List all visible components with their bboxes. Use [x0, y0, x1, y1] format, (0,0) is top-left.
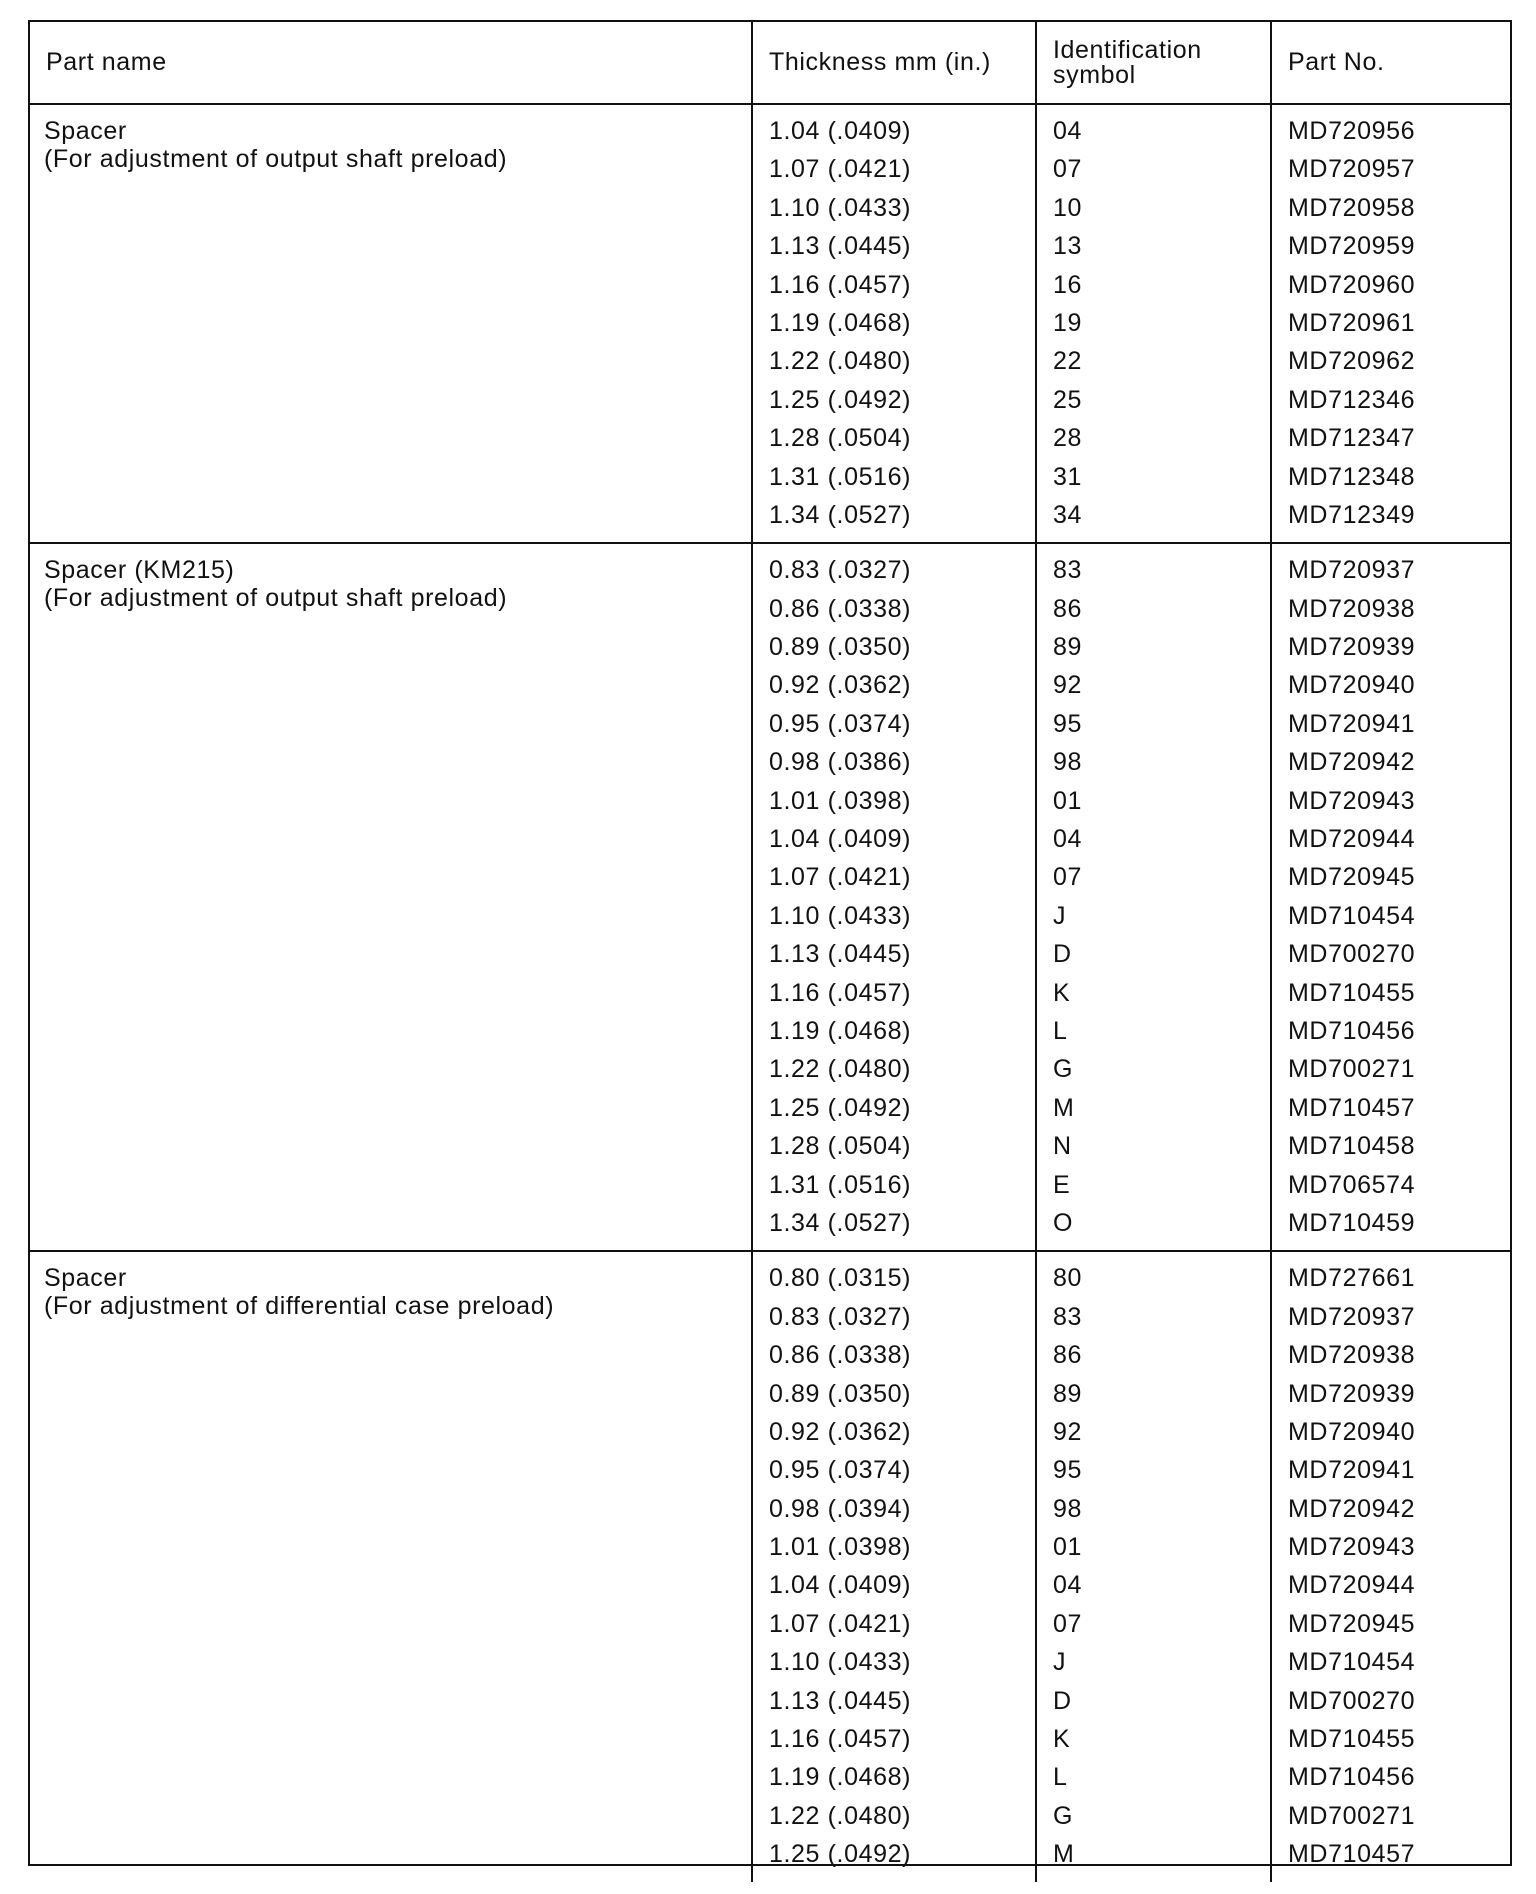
thickness-value: 1.25 (.0492): [769, 385, 912, 414]
identification-symbol-value: L: [1053, 1763, 1068, 1792]
thickness-value: 1.19 (.0468): [769, 1763, 912, 1792]
thickness-value: 1.31 (.0516): [769, 462, 912, 491]
identification-symbol-value: 07: [1053, 863, 1083, 892]
part-name: Spacer: [44, 1264, 127, 1293]
thickness-value: 0.86 (.0338): [769, 594, 912, 623]
part-number-value: MD710456: [1288, 1763, 1416, 1792]
thickness-value: 1.04 (.0409): [769, 117, 912, 145]
part-number-value: MD710454: [1288, 901, 1416, 930]
thickness-value: 0.89 (.0350): [769, 633, 912, 662]
part-number-value: MD710457: [1288, 1093, 1416, 1122]
thickness-value: 1.10 (.0433): [769, 1648, 912, 1677]
thickness-value: 0.89 (.0350): [769, 1379, 912, 1408]
part-no-cell: [1271, 104, 1510, 543]
part-no-cell: [1271, 1251, 1510, 1881]
thickness-value: 0.92 (.0362): [769, 671, 912, 700]
thickness-value: 1.28 (.0504): [769, 424, 912, 453]
part-number-value: MD720945: [1288, 1609, 1416, 1638]
thickness-value: 0.83 (.0327): [769, 1302, 912, 1331]
spacer-table-sheet: [28, 20, 1512, 1869]
thickness-cell: [752, 1251, 1036, 1881]
part-number-value: MD720943: [1288, 786, 1416, 815]
identification-symbol-value: 19: [1053, 308, 1083, 337]
part-number-value: MD710456: [1288, 1016, 1416, 1045]
part-purpose: (For adjustment of output shaft preload): [44, 145, 508, 173]
symbol-cell: [1036, 1251, 1271, 1881]
identification-symbol-value: 01: [1053, 1533, 1083, 1562]
identification-symbol-value: 25: [1053, 385, 1083, 414]
part-number-value: MD720944: [1288, 1571, 1416, 1600]
part-number-value: MD720956: [1288, 117, 1416, 145]
thickness-value: 0.95 (.0374): [769, 1456, 912, 1485]
identification-symbol-value: 28: [1053, 424, 1083, 453]
identification-symbol-value: K: [1053, 978, 1071, 1007]
thickness-value: 1.28 (.0504): [769, 1132, 912, 1161]
part-number-value: MD700271: [1288, 1801, 1416, 1830]
thickness-value: 1.10 (.0433): [769, 901, 912, 930]
identification-symbol-value: 34: [1053, 500, 1083, 529]
identification-symbol-value: L: [1053, 1016, 1068, 1045]
identification-symbol-value: 98: [1053, 748, 1083, 777]
part-number-value: MD700270: [1288, 1686, 1416, 1715]
thickness-value: 1.19 (.0468): [769, 1016, 912, 1045]
identification-symbol-value: M: [1053, 1840, 1075, 1869]
identification-symbol-value: 86: [1053, 594, 1083, 623]
table-header-row: [30, 22, 1510, 104]
header-part-name: Part name: [30, 22, 752, 104]
table-group-row: [30, 104, 1510, 543]
thickness-value: 1.25 (.0492): [769, 1093, 912, 1122]
thickness-value: 1.22 (.0480): [769, 1801, 912, 1830]
part-number-value: MD720961: [1288, 308, 1416, 337]
part-number-value: MD720937: [1288, 1302, 1416, 1331]
identification-symbol-value: 92: [1053, 671, 1083, 700]
part-number-value: MD720941: [1288, 1456, 1416, 1485]
thickness-value: 1.22 (.0480): [769, 347, 912, 376]
part-number-value: MD700270: [1288, 940, 1416, 969]
thickness-value: 1.13 (.0445): [769, 940, 912, 969]
part-name: Spacer: [44, 117, 127, 145]
thickness-value: 1.07 (.0421): [769, 1609, 912, 1638]
thickness-value: 1.01 (.0398): [769, 786, 912, 815]
part-number-value: MD727661: [1288, 1264, 1416, 1293]
identification-symbol-value: D: [1053, 1686, 1072, 1715]
part-name-cell: [30, 1251, 752, 1881]
part-number-value: MD720942: [1288, 1494, 1416, 1523]
identification-symbol-value: 92: [1053, 1417, 1083, 1446]
part-no-cell: [1271, 543, 1510, 1251]
identification-symbol-value: J: [1053, 1648, 1067, 1677]
thickness-cell: [752, 543, 1036, 1251]
thickness-value: 0.80 (.0315): [769, 1264, 912, 1293]
part-number-value: MD720938: [1288, 594, 1416, 623]
part-number-value: MD720939: [1288, 633, 1416, 662]
identification-symbol-value: 01: [1053, 786, 1083, 815]
thickness-value: 1.16 (.0457): [769, 978, 912, 1007]
part-number-value: MD710459: [1288, 1208, 1416, 1237]
part-name-cell: [30, 104, 752, 543]
identification-symbol-value: 95: [1053, 709, 1083, 738]
table-body: [30, 104, 1510, 1882]
part-number-value: MD720957: [1288, 155, 1416, 184]
thickness-value: 1.25 (.0492): [769, 1840, 912, 1869]
table-group-row: [30, 543, 1510, 1251]
thickness-value: 1.13 (.0445): [769, 1686, 912, 1715]
identification-symbol-value: O: [1053, 1208, 1074, 1237]
header-thickness: Thickness mm (in.): [752, 22, 1036, 104]
identification-symbol-value: G: [1053, 1055, 1074, 1084]
part-name-cell: [30, 543, 752, 1251]
thickness-value: 0.98 (.0394): [769, 1494, 912, 1523]
identification-symbol-value: M: [1053, 1093, 1075, 1122]
identification-symbol-value: 89: [1053, 633, 1083, 662]
identification-symbol-value: 22: [1053, 347, 1083, 376]
thickness-value: 1.34 (.0527): [769, 500, 912, 529]
identification-symbol-value: K: [1053, 1725, 1071, 1754]
identification-symbol-value: 04: [1053, 825, 1083, 854]
part-number-value: MD720945: [1288, 863, 1416, 892]
identification-symbol-value: 83: [1053, 556, 1083, 585]
thickness-value: 1.22 (.0480): [769, 1055, 912, 1084]
part-number-value: MD720940: [1288, 671, 1416, 700]
thickness-cell: [752, 104, 1036, 543]
identification-symbol-value: 98: [1053, 1494, 1083, 1523]
thickness-value: 1.01 (.0398): [769, 1533, 912, 1562]
part-number-value: MD720962: [1288, 347, 1416, 376]
thickness-value: 1.16 (.0457): [769, 270, 912, 299]
identification-symbol-value: E: [1053, 1170, 1071, 1199]
part-number-value: MD712347: [1288, 424, 1416, 453]
thickness-value: 1.07 (.0421): [769, 863, 912, 892]
identification-symbol-value: 13: [1053, 232, 1083, 261]
identification-symbol-value: J: [1053, 901, 1067, 930]
part-number-value: MD720938: [1288, 1341, 1416, 1370]
part-number-value: MD712348: [1288, 462, 1416, 491]
part-number-value: MD710454: [1288, 1648, 1416, 1677]
part-number-value: MD720944: [1288, 825, 1416, 854]
identification-symbol-value: 04: [1053, 117, 1083, 145]
part-number-value: MD720939: [1288, 1379, 1416, 1408]
part-number-value: MD720942: [1288, 748, 1416, 777]
identification-symbol-value: 80: [1053, 1264, 1083, 1293]
thickness-value: 1.07 (.0421): [769, 155, 912, 184]
thickness-value: 1.34 (.0527): [769, 1208, 912, 1237]
thickness-value: 1.16 (.0457): [769, 1725, 912, 1754]
thickness-value: 0.86 (.0338): [769, 1341, 912, 1370]
thickness-value: 0.83 (.0327): [769, 556, 912, 585]
header-identification-symbol: Identification symbol: [1036, 22, 1271, 104]
part-number-value: MD720940: [1288, 1417, 1416, 1446]
thickness-value: 0.95 (.0374): [769, 709, 912, 738]
part-purpose: (For adjustment of differential case preload): [44, 1292, 555, 1321]
part-number-value: MD700271: [1288, 1055, 1416, 1084]
thickness-value: 1.10 (.0433): [769, 193, 912, 222]
part-number-value: MD720959: [1288, 232, 1416, 261]
identification-symbol-value: 95: [1053, 1456, 1083, 1485]
part-number-value: MD706574: [1288, 1170, 1416, 1199]
identification-symbol-value: 07: [1053, 1609, 1083, 1638]
part-number-value: MD720941: [1288, 709, 1416, 738]
identification-symbol-value: 89: [1053, 1379, 1083, 1408]
identification-symbol-value: 16: [1053, 270, 1083, 299]
part-number-value: MD720937: [1288, 556, 1416, 585]
symbol-cell: [1036, 543, 1271, 1251]
spacer-table: [30, 22, 1510, 1882]
part-name: Spacer (KM215): [44, 556, 235, 585]
identification-symbol-value: 07: [1053, 155, 1083, 184]
identification-symbol-value: 83: [1053, 1302, 1083, 1331]
part-purpose: (For adjustment of output shaft preload): [44, 584, 508, 613]
thickness-value: 0.92 (.0362): [769, 1417, 912, 1446]
thickness-value: 1.04 (.0409): [769, 1571, 912, 1600]
part-number-value: MD720958: [1288, 193, 1416, 222]
identification-symbol-value: 86: [1053, 1341, 1083, 1370]
part-number-value: MD712349: [1288, 500, 1416, 529]
identification-symbol-value: 04: [1053, 1571, 1083, 1600]
thickness-value: 0.98 (.0386): [769, 748, 912, 777]
part-number-value: MD712346: [1288, 385, 1416, 414]
part-number-value: MD710458: [1288, 1132, 1416, 1161]
identification-symbol-value: 10: [1053, 193, 1083, 222]
part-number-value: MD710457: [1288, 1840, 1416, 1869]
part-number-value: MD710455: [1288, 1725, 1416, 1754]
thickness-value: 1.13 (.0445): [769, 232, 912, 261]
identification-symbol-value: N: [1053, 1132, 1072, 1161]
part-number-value: MD720960: [1288, 270, 1416, 299]
identification-symbol-value: D: [1053, 940, 1072, 969]
header-part-no: Part No.: [1271, 22, 1510, 104]
thickness-value: 1.31 (.0516): [769, 1170, 912, 1199]
identification-symbol-value: G: [1053, 1801, 1074, 1830]
thickness-value: 1.19 (.0468): [769, 308, 912, 337]
identification-symbol-value: 31: [1053, 462, 1083, 491]
symbol-cell: [1036, 104, 1271, 543]
thickness-value: 1.04 (.0409): [769, 825, 912, 854]
part-number-value: MD720943: [1288, 1533, 1416, 1562]
table-group-row: [30, 1251, 1510, 1881]
part-number-value: MD710455: [1288, 978, 1416, 1007]
